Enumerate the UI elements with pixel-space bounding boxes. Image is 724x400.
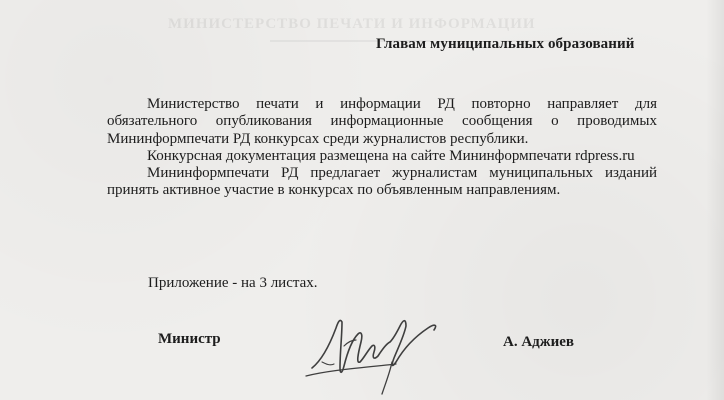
addressee-line: Главам муниципальных образований <box>376 36 635 52</box>
paragraph-1: Министерство печати и информации РД повторно направляет для обязательного опубликования информационные сообщения о проводимых Мининформпечати РД конкурсах среди журналистов республики. <box>107 96 657 147</box>
handwritten-signature <box>300 302 460 400</box>
letter-body <box>107 96 657 200</box>
signatory-name: А. Аджиев <box>503 334 575 350</box>
paragraph-3: Мининформпечати РД предлагает журналистам муниципальных изданий принять активное участие в конкурсах по объявленным направлениям. <box>107 165 657 199</box>
signatory-title: Министр <box>158 331 221 347</box>
letterhead-ghost-text: МИНИСТЕРСТВО ПЕЧАТИ И ИНФОРМАЦИИ <box>168 16 536 32</box>
paper-edge-shadow <box>706 0 724 400</box>
attachment-note: Приложение - на 3 листах. <box>148 275 318 291</box>
paragraph-2: Конкурсная документация размещена на сайте Мининформпечати rdpress.ru <box>147 147 635 164</box>
